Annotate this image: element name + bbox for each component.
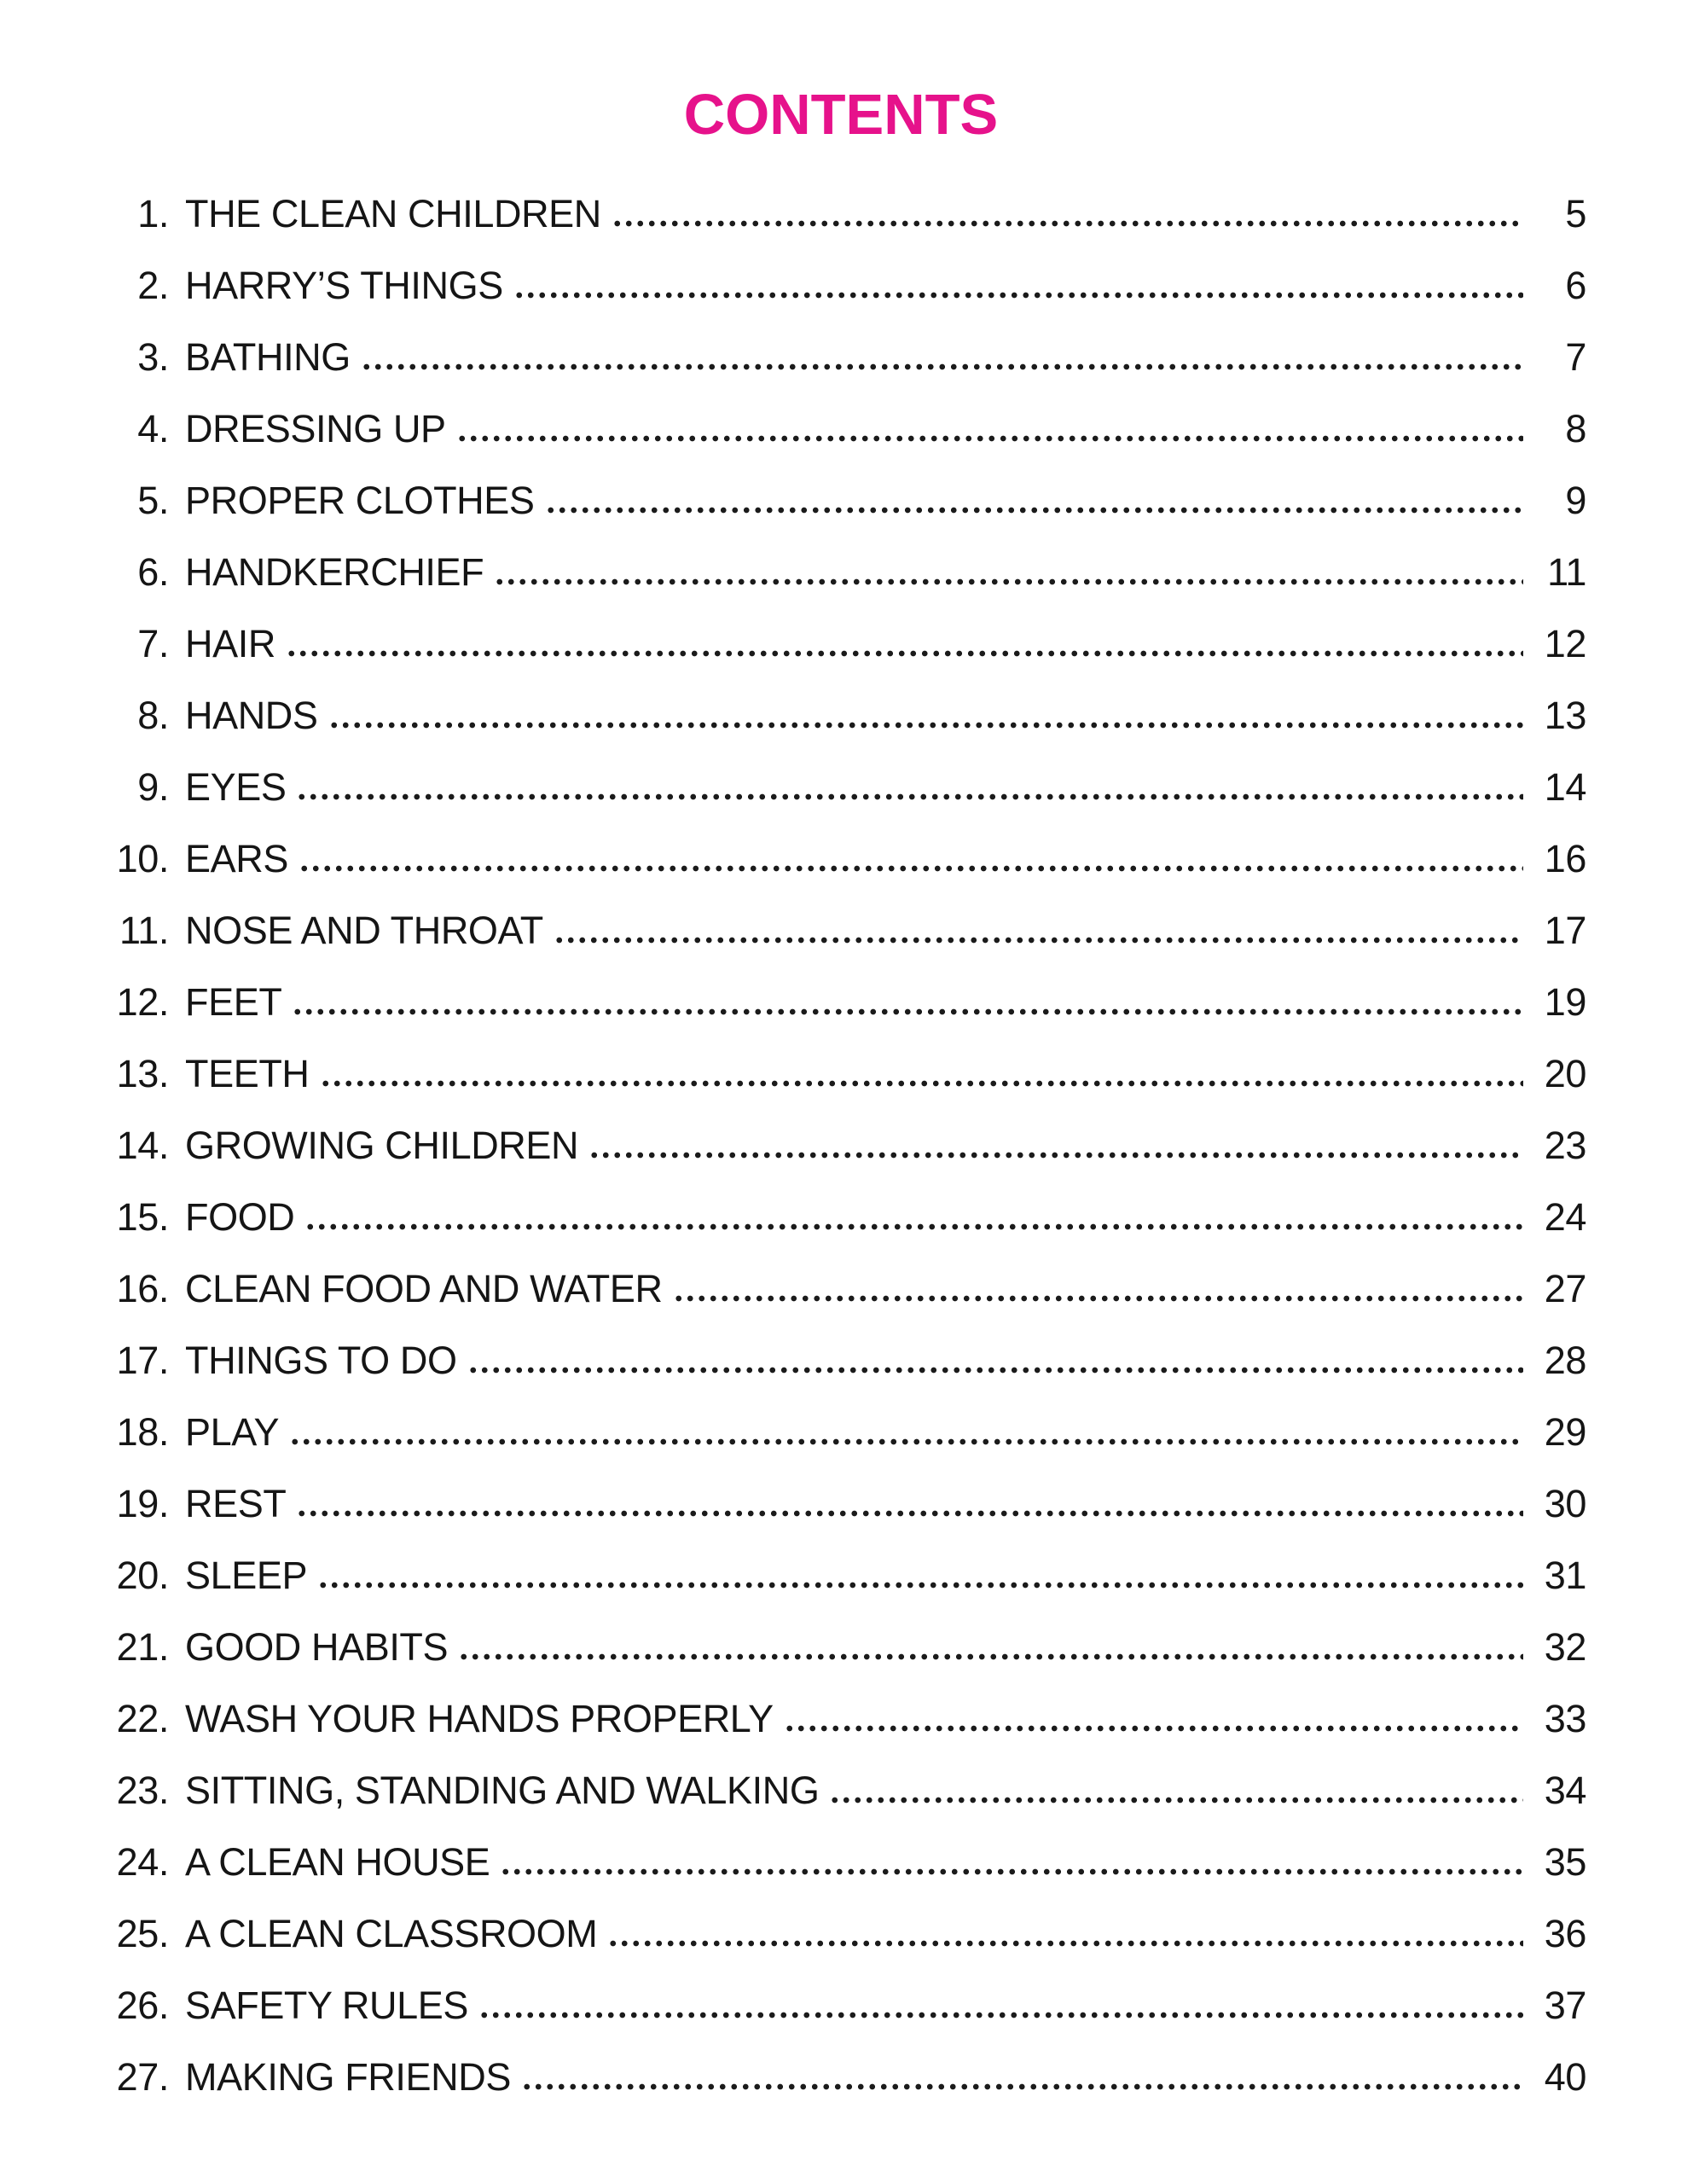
toc-entry — [96, 2055, 1586, 2127]
toc-entry-page: 36 — [1544, 1912, 1586, 1956]
toc-entry-number: 7. — [137, 622, 169, 666]
toc-entry-title: GROWING CHILDREN — [185, 1124, 579, 1168]
toc-entry-title: GOOD HABITS — [185, 1625, 449, 1670]
toc-entry-title: DRESSING UP — [185, 407, 446, 451]
toc-entry — [96, 1697, 1586, 1769]
toc-entry-title: THE CLEAN CHILDREN — [185, 192, 601, 236]
toc-entry-number: 5. — [137, 479, 169, 523]
dot-leader — [292, 1008, 1523, 1015]
toc-entry-page: 27 — [1544, 1267, 1586, 1311]
toc-entry-page: 37 — [1544, 1984, 1586, 2028]
dot-leader — [500, 1868, 1523, 1875]
dot-leader — [612, 220, 1523, 227]
toc-entry-number: 4. — [137, 407, 169, 451]
dot-leader — [458, 1653, 1523, 1660]
toc-entry-page: 16 — [1544, 837, 1586, 881]
toc-entry-page: 6 — [1565, 264, 1586, 308]
dot-leader — [456, 435, 1523, 442]
toc-entry — [96, 550, 1586, 622]
dot-leader — [478, 2012, 1523, 2018]
toc-entry — [96, 1124, 1586, 1195]
toc-entry — [96, 1410, 1586, 1482]
toc-entry-page: 11 — [1547, 550, 1586, 595]
toc-entry — [96, 694, 1586, 765]
dot-leader — [829, 1797, 1523, 1804]
toc-entry-title: BATHING — [185, 335, 351, 380]
toc-entry-title: REST — [185, 1482, 287, 1526]
dot-leader — [320, 1080, 1523, 1087]
toc-entry-number: 27. — [116, 2055, 169, 2100]
toc-entry-title: THINGS TO DO — [185, 1339, 457, 1383]
toc-entry — [96, 1984, 1586, 2055]
toc-entry — [96, 837, 1586, 909]
toc-entry-page: 7 — [1565, 335, 1586, 380]
toc-entry-page: 34 — [1544, 1769, 1586, 1813]
toc-entry — [96, 1912, 1586, 1984]
toc-entry-title: WASH YOUR HANDS PROPERLY — [185, 1697, 774, 1741]
toc-entry-page: 23 — [1544, 1124, 1586, 1168]
toc-entry-number: 3. — [137, 335, 169, 380]
toc-entry-page: 20 — [1544, 1052, 1586, 1096]
toc-entry-number: 24. — [116, 1840, 169, 1885]
toc-entry — [96, 909, 1586, 980]
toc-entry-title: HANDS — [185, 694, 318, 738]
toc-entry-page: 28 — [1544, 1339, 1586, 1383]
toc-entry-title: HARRY’S THINGS — [185, 264, 503, 308]
dot-leader — [521, 2083, 1523, 2090]
dot-leader — [361, 363, 1523, 370]
page-title: CONTENTS — [683, 83, 999, 147]
toc-entry-number: 13. — [116, 1052, 169, 1096]
toc-entry-page: 9 — [1565, 479, 1586, 523]
toc-entry-title: PROPER CLOTHES — [185, 479, 535, 523]
toc-entry-page: 17 — [1544, 909, 1586, 953]
toc-entry — [96, 622, 1586, 694]
toc-entry — [96, 1339, 1586, 1410]
dot-leader — [673, 1295, 1523, 1302]
toc-entry-title: SLEEP — [185, 1554, 308, 1598]
toc-entry — [96, 1840, 1586, 1912]
toc-entry-page: 12 — [1544, 622, 1586, 666]
toc-entry — [96, 1554, 1586, 1625]
toc-entry-title: MAKING FRIENDS — [185, 2055, 511, 2100]
toc-entry-number: 8. — [137, 694, 169, 738]
toc-entry-title: EARS — [185, 837, 288, 881]
toc-entry-title: CLEAN FOOD AND WATER — [185, 1267, 663, 1311]
toc-entry-title: SITTING, STANDING AND WALKING — [185, 1769, 820, 1813]
toc-entry-number: 22. — [116, 1697, 169, 1741]
toc-entry-number: 20. — [116, 1554, 169, 1598]
toc-entry-page: 31 — [1544, 1554, 1586, 1598]
toc-entry — [96, 1052, 1586, 1124]
toc-entry-title: TEETH — [185, 1052, 310, 1096]
toc-entry — [96, 335, 1586, 407]
toc-entry-title: HAIR — [185, 622, 275, 666]
toc-entry-page: 32 — [1544, 1625, 1586, 1670]
toc-entry-number: 21. — [116, 1625, 169, 1670]
toc-entry-title: FEET — [185, 980, 282, 1025]
dot-leader — [289, 1438, 1523, 1445]
toc-entry-number: 16. — [116, 1267, 169, 1311]
toc-entry-title: NOSE AND THROAT — [185, 909, 543, 953]
toc-entry — [96, 1769, 1586, 1840]
toc-entry-number: 1. — [137, 192, 169, 236]
toc-entry-number: 15. — [116, 1195, 169, 1240]
dot-leader — [304, 1223, 1523, 1230]
toc-entry-title: EYES — [185, 765, 287, 810]
toc-entry-number: 2. — [137, 264, 169, 308]
toc-entry — [96, 407, 1586, 479]
dot-leader — [494, 578, 1523, 585]
toc-entry — [96, 1625, 1586, 1697]
toc-entry — [96, 765, 1586, 837]
dot-leader — [328, 722, 1523, 729]
toc-entry-number: 19. — [116, 1482, 169, 1526]
dot-leader — [554, 937, 1523, 944]
toc-entry-title: FOOD — [185, 1195, 295, 1240]
toc-entry-number: 17. — [116, 1339, 169, 1383]
toc-entry-page: 29 — [1544, 1410, 1586, 1455]
toc-entry — [96, 1482, 1586, 1554]
toc-entry-page: 19 — [1544, 980, 1586, 1025]
toc-entry-page: 5 — [1565, 192, 1586, 236]
dot-leader — [588, 1152, 1523, 1159]
dot-leader — [296, 1510, 1523, 1517]
toc-entry — [96, 479, 1586, 550]
toc-entry-page: 8 — [1565, 407, 1586, 451]
toc-entry-number: 10. — [116, 837, 169, 881]
toc-entry-number: 18. — [116, 1410, 169, 1455]
toc-entry-number: 26. — [116, 1984, 169, 2028]
toc-entry-page: 13 — [1544, 694, 1586, 738]
toc-entry — [96, 1195, 1586, 1267]
toc-entry-page: 14 — [1544, 765, 1586, 810]
toc-entry-title: SAFETY RULES — [185, 1984, 468, 2028]
dot-leader — [299, 865, 1523, 872]
toc-entry — [96, 192, 1586, 264]
toc-entry-page: 35 — [1544, 1840, 1586, 1885]
dot-leader — [317, 1582, 1523, 1589]
dot-leader — [296, 793, 1523, 800]
toc-entry-page: 24 — [1544, 1195, 1586, 1240]
toc-entry-page: 33 — [1544, 1697, 1586, 1741]
dot-leader — [607, 1940, 1523, 1947]
toc-entry-page: 30 — [1544, 1482, 1586, 1526]
toc-entry-number: 6. — [137, 550, 169, 595]
toc-entry-title: PLAY — [185, 1410, 280, 1455]
dot-leader — [784, 1725, 1523, 1732]
dot-leader — [545, 507, 1524, 514]
toc-entry-number: 11. — [119, 909, 169, 953]
dot-leader — [286, 650, 1523, 657]
toc-entry-title: A CLEAN CLASSROOM — [185, 1912, 598, 1956]
dot-leader — [513, 292, 1523, 299]
toc-list — [96, 192, 1586, 2127]
toc-entry-title: A CLEAN HOUSE — [185, 1840, 490, 1885]
toc-entry — [96, 1267, 1586, 1339]
toc-entry-title: HANDKERCHIEF — [185, 550, 484, 595]
dot-leader — [467, 1367, 1523, 1374]
toc-entry-number: 12. — [116, 980, 169, 1025]
toc-entry — [96, 264, 1586, 335]
toc-entry — [96, 980, 1586, 1052]
toc-entry-number: 9. — [137, 765, 169, 810]
toc-entry-number: 23. — [116, 1769, 169, 1813]
toc-entry-number: 14. — [116, 1124, 169, 1168]
toc-entry-page: 40 — [1544, 2055, 1586, 2100]
toc-entry-number: 25. — [116, 1912, 169, 1956]
